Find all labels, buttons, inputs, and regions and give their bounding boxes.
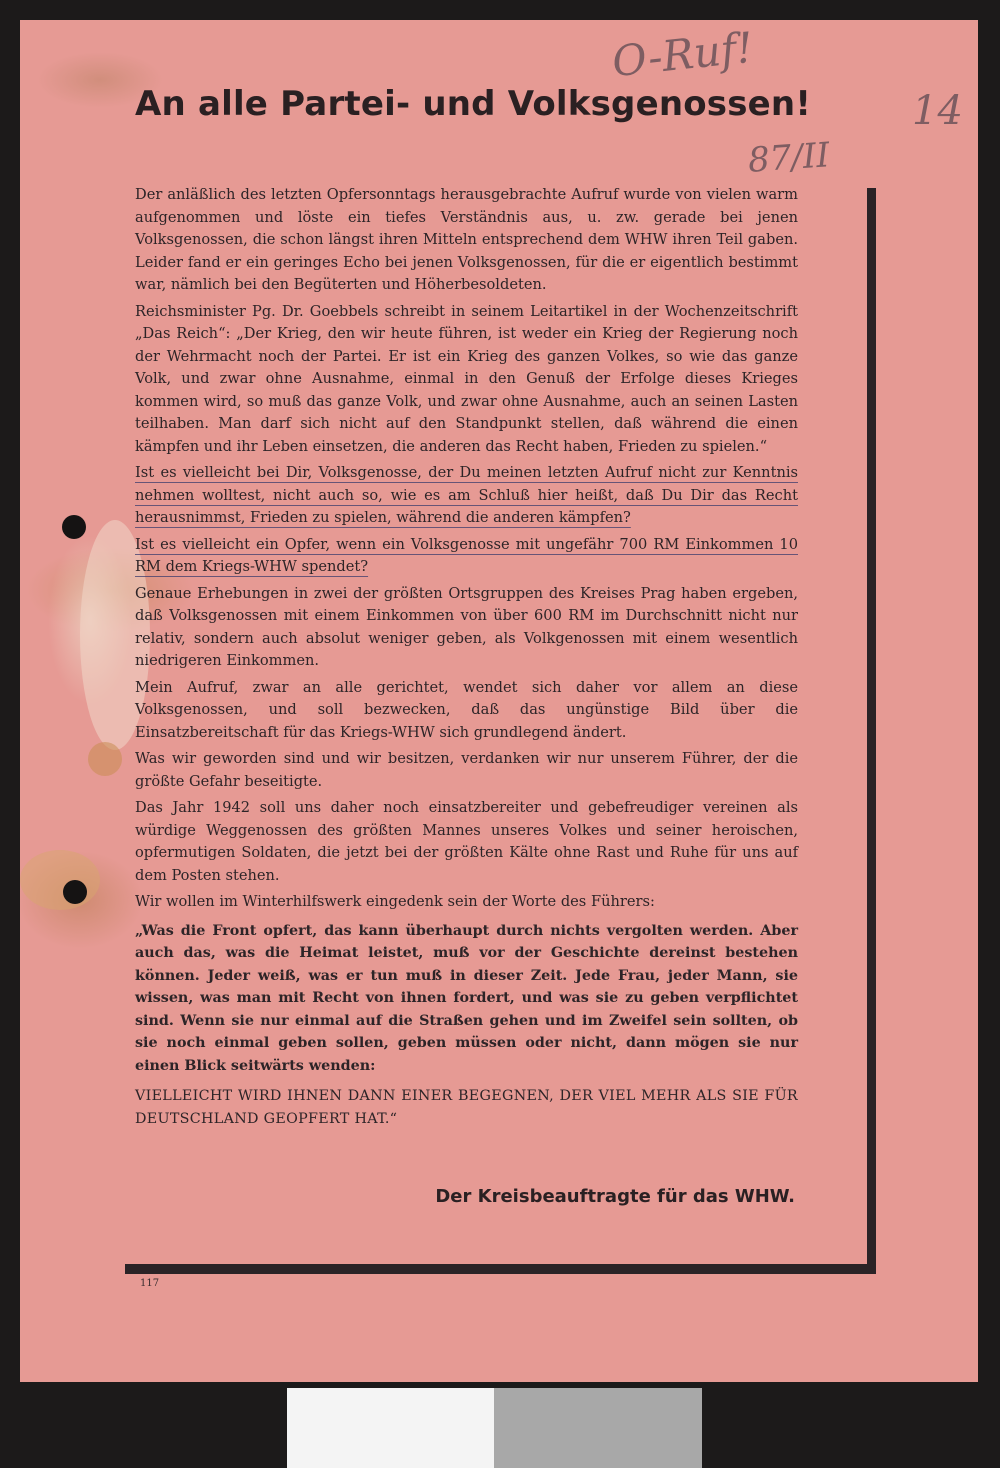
frame-border-right — [867, 188, 876, 1274]
pencil-annotation-number: 14 — [912, 88, 963, 134]
paragraph-4: Ist es vielleicht ein Opfer, wenn ein Volksgenosse mit ungefähr 700 RM Einkommen 10 RM dem Kriegs-WHW spendet? — [135, 535, 798, 575]
pencil-annotation-top: O-Ruf! — [609, 22, 756, 87]
fuehrer-quote: „Was die Front opfert, das kann überhaupt durch nichts vergolten werden. Aber auch das, was die Heimat leistet, muß vor der Geschichte dereinst bestehen können. Jeder weiß, was er tun muß in dieser Zeit. Jede Frau, jeder Mann, sie wissen, was man mit Recht von ihnen fordert, und was sie zu geben verpflichtet sind. Wenn sie nur einmal auf die Straßen gehen und im Zweifel sein sollten, ob sie noch einmal geben sollen, geben müssen oder nicht, dann mögen sie nur einen Blick seitwärts wenden: — [135, 922, 798, 1074]
pencil-annotation-mark: 87/II — [746, 135, 831, 181]
page-number: 117 — [140, 1278, 160, 1289]
paragraph-2: Reichsminister Pg. Dr. Goebbels schreibt in seinem Leitartikel in der Wochenzeitschrift „Das Reich“: „Der Krieg, den wir heute führen, ist weder ein Krieg der Regierung noch der Wehrmacht noch der Partei. Er ist ein Krieg des ganzen Volkes, so wie das ganze Volk, und zwar ohne Ausnahme, einmal in den Genuß der Erfolge dieses Krieges kommen wird, so muß das ganze Volk, und zwar ohne Ausnahme, auch an seinen Lasten teilhaben. Man darf sich nicht auf den Standpunkt stellen, daß während die einen kämpfen und ihr Leben einsetzen, die anderen das Recht haben, Frieden zu spielen.“ — [135, 302, 798, 455]
paragraph-1: Der anläßlich des letzten Opfersonntags herausgebrachte Aufruf wurde von vielen warm aufgenommen und löste ein tiefes Verständnis aus, u. zw. gerade bei jenen Volksgenossen, die schon längst ihren Mitteln entsprechend dem WHW ihren Teil gaben. Leider fand er ein geringes Echo bei jenen Volksgenossen, für die er eigentlich bestimmt war, nämlich bei den Begüterten und Höherbesoldeten. — [135, 186, 798, 293]
rust-stain — [20, 850, 100, 910]
calibration-gray-patch — [494, 1388, 702, 1468]
frame-border-bottom — [125, 1264, 876, 1274]
paragraph-7: Was wir geworden sind und wir besitzen, verdanken wir nur unserem Führer, der die größte Gefahr beseitigte. — [135, 750, 798, 790]
fuehrer-quote-caps: VIELLEICHT WIRD IHNEN DANN EINER BEGEGNEN, DER VIEL MEHR ALS SIE FÜR DEUTSCHLAND GEOPFERT HAT.“ — [135, 1088, 798, 1127]
paragraph-3: Ist es vielleicht bei Dir, Volksgenosse, der Du meinen letzten Aufruf nicht zur Kenntnis nehmen wolltest, nicht auch so, wie es am Schluß hier heißt, daß Du Dir das Recht herausnimmst, Frieden zu spielen, während die anderen kämpfen? — [135, 464, 798, 526]
paragraph-8: Das Jahr 1942 soll uns daher noch einsatzbereiter und gebefreudiger vereinen als würdige Weggenossen des größten Mannes unseres Volkes und seiner heroischen, opfermutigen Soldaten, die jetzt bei der größten Kälte ohne Rast und Ruhe für uns auf dem Posten stehen. — [135, 799, 798, 884]
paragraph-6: Mein Aufruf, zwar an alle gerichtet, wendet sich daher vor allem an diese Volksgenossen, und soll bezwecken, daß das ungünstige Bild über die Einsatzbereitschaft für das Kriegs-WHW sich grundlegend ändert. — [135, 678, 798, 741]
rust-stain — [88, 742, 122, 776]
punch-hole-bottom — [63, 880, 87, 904]
document-body — [135, 184, 798, 1134]
signature-line: Der Kreisbeauftragte für das WHW. — [435, 1186, 795, 1207]
calibration-white-patch — [287, 1388, 494, 1468]
paragraph-5: Genaue Erhebungen in zwei der größten Ortsgruppen des Kreises Prag haben ergeben, daß Volksgenossen mit einem Einkommen von über 600 RM im Durchschnitt nicht nur relativ, sondern auch absolut weniger geben, als Volkgenossen mit einem wesentlich niedrigeren Einkommen. — [135, 584, 798, 669]
punch-hole-top — [62, 515, 86, 539]
document-title: An alle Partei- und Volksgenossen! — [135, 84, 812, 124]
paragraph-9: Wir wollen im Winterhilfswerk eingedenk sein der Worte des Führers: — [135, 893, 655, 910]
